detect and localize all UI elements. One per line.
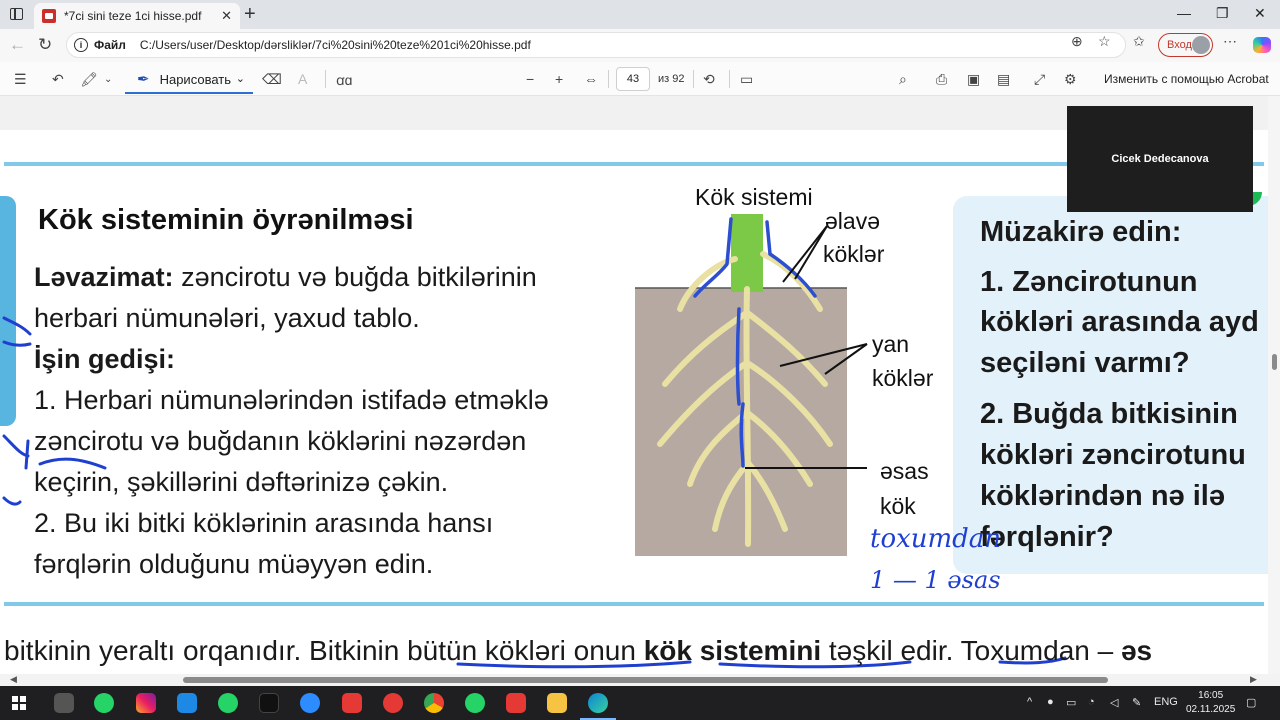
chrome-icon[interactable] xyxy=(424,693,444,713)
discussion-line: fərqlənir? xyxy=(980,521,1114,553)
sidebar-toggle-icon[interactable] xyxy=(10,8,23,20)
whatsapp-web-icon[interactable] xyxy=(218,693,238,713)
body-line-4: 1. Herbari nümunələrindən istifadə etməklə xyxy=(34,385,549,415)
login-label: Вход xyxy=(1167,39,1192,51)
navigation-bar xyxy=(0,29,1280,62)
security-icon[interactable] xyxy=(54,693,74,713)
address-bar[interactable] xyxy=(66,32,1126,58)
label-main-root-2: kök xyxy=(880,493,916,519)
taskbar xyxy=(0,686,1280,720)
discussion-line: seçiləni varmı? xyxy=(980,347,1190,379)
section-title: Kök sisteminin öyrənilməsi xyxy=(38,204,414,236)
toolbar-divider xyxy=(608,70,609,88)
body-line-5: zəncirotu və buğdanın köklərini nəzərdən xyxy=(34,426,527,456)
label-added-roots-1: əlavə xyxy=(825,208,880,234)
zoom-in-icon[interactable]: + xyxy=(555,71,564,87)
undo-icon[interactable]: ↶ xyxy=(52,71,64,87)
diagram-title: Kök sistemi xyxy=(695,184,813,210)
back-icon[interactable]: ← xyxy=(9,35,26,54)
tiktok-icon[interactable] xyxy=(259,693,279,713)
save-icon[interactable]: ▣ xyxy=(967,71,981,87)
draw-label: Нарисовать xyxy=(159,71,231,87)
fullscreen-icon[interactable]: ⤢ xyxy=(1034,71,1046,87)
opera-icon[interactable] xyxy=(383,693,403,713)
participant-name: Cicek Dedecanova xyxy=(1111,153,1209,165)
chevron-down-icon[interactable]: ⌄ xyxy=(235,73,245,85)
vertical-scroll-thumb[interactable] xyxy=(1272,354,1277,370)
settings-gear-icon[interactable]: ⚙ xyxy=(1064,71,1077,87)
close-tab-icon[interactable]: ✕ xyxy=(221,8,232,23)
horizontal-scrollbar[interactable] xyxy=(0,674,1280,686)
handwriting-note-1: toxumdan xyxy=(870,524,1002,554)
toolbar-divider xyxy=(325,70,326,88)
save-as-icon[interactable]: ▤ xyxy=(997,71,1011,87)
body-line-8: fərqlərin olduğunu müəyyən edin. xyxy=(34,549,434,579)
draw-button[interactable] xyxy=(125,66,253,94)
bottom-paragraph: bitkinin yeraltı orqanıdır. Bitkinin bütün kökləri onun kök sistemini təşkil edir. Toxumdan – əs xyxy=(4,635,1153,666)
tab-pdf[interactable] xyxy=(34,3,240,29)
scroll-left-icon[interactable]: ◀ xyxy=(10,674,17,684)
label-side-roots-1: yan xyxy=(872,331,910,357)
page-count: из 92 xyxy=(658,73,685,85)
login-button[interactable] xyxy=(1158,33,1213,57)
volume-icon[interactable]: ◁ xyxy=(1110,697,1119,709)
pen-icon: ✒ xyxy=(137,71,150,88)
eraser-icon[interactable]: ⌫ xyxy=(262,71,282,87)
pen-tray-icon[interactable]: ✎ xyxy=(1132,697,1142,709)
file-explorer-icon[interactable] xyxy=(547,693,567,713)
maximize-icon[interactable]: ❐ xyxy=(1216,5,1229,21)
refresh-icon[interactable]: ↻ xyxy=(38,35,53,54)
discussion-line: 2. Buğda bitkisinin xyxy=(980,398,1238,430)
instagram-icon[interactable] xyxy=(136,693,156,713)
highlight-dropdown-icon[interactable]: ⌄ xyxy=(104,74,113,85)
body-line-1: Ləvazimat: zəncirotu və buğda bitkilərinin xyxy=(34,262,537,292)
whatsapp-icon[interactable] xyxy=(94,693,114,713)
text-icon[interactable]: A xyxy=(298,71,308,87)
read-aloud-icon[interactable]: ꭤɑ xyxy=(336,72,353,88)
file-scheme-label: Файл xyxy=(94,38,126,52)
clock[interactable] xyxy=(1186,689,1235,717)
close-window-icon[interactable]: ✕ xyxy=(1254,5,1266,21)
rotate-icon[interactable]: ⟲ xyxy=(703,71,715,87)
pdf-file-icon xyxy=(42,9,56,23)
language-indicator[interactable]: ENG xyxy=(1154,696,1178,708)
discussion-heading: Müzakirə edin: xyxy=(980,216,1182,248)
tray-chevron-icon[interactable]: ^ xyxy=(1027,696,1033,708)
body-line-7: 2. Bu iki bitki köklərinin arasında hansı xyxy=(34,508,494,538)
toolbar-divider xyxy=(729,70,730,88)
windows-start-icon[interactable] xyxy=(12,696,26,710)
edge-icon[interactable] xyxy=(588,693,608,713)
discussion-line: kökləri zəncirotunu xyxy=(980,439,1246,471)
discussion-line: 1. Zəncirotunun xyxy=(980,266,1198,298)
youtube-app-icon[interactable] xyxy=(506,693,526,713)
discussion-line: kökləri arasında ayd xyxy=(980,306,1259,338)
clock-time: 16:05 xyxy=(1198,690,1224,701)
clock-date: 02.11.2025 xyxy=(1186,704,1236,715)
label-side-roots-2: köklər xyxy=(872,365,934,391)
body-line-2: herbari nümunələri, yaxud tablo. xyxy=(34,303,420,333)
discussion-line: köklərindən nə ilə xyxy=(980,480,1225,512)
participant-video-tile[interactable] xyxy=(1067,106,1253,212)
search-icon[interactable]: ⌕ xyxy=(899,71,907,87)
youtube-icon[interactable] xyxy=(342,693,362,713)
highlight-icon[interactable]: 🖍︎ xyxy=(80,71,98,87)
favorite-star-icon[interactable]: ☆ xyxy=(1098,33,1111,49)
vertical-scrollbar[interactable] xyxy=(1268,96,1280,674)
new-tab-icon[interactable]: + xyxy=(244,3,256,25)
tab-title: *7ci sini teze 1ci hisse.pdf xyxy=(64,9,202,23)
notifications-icon[interactable]: ▢ xyxy=(1246,697,1257,709)
network-icon[interactable]: ◔ xyxy=(1088,696,1095,708)
whatsapp-desktop-icon[interactable] xyxy=(465,693,485,713)
minimize-icon[interactable]: — xyxy=(1177,5,1191,21)
label-added-roots-2: köklər xyxy=(823,241,885,267)
more-menu-icon[interactable]: ⋯ xyxy=(1223,33,1237,49)
avatar xyxy=(1192,36,1210,54)
copilot-icon[interactable] xyxy=(1253,37,1271,53)
zoom-icon[interactable]: ⊕ xyxy=(1071,33,1083,49)
scroll-right-icon[interactable]: ▶ xyxy=(1250,674,1257,684)
pdf-toolbar xyxy=(0,62,1280,96)
print-icon[interactable]: ⎙ xyxy=(936,71,948,87)
microphone-icon[interactable]: ● xyxy=(1047,696,1054,708)
zoom-icon-taskbar[interactable] xyxy=(300,693,320,713)
edit-with-acrobat-button[interactable]: Изменить с помощью Acrobat xyxy=(1104,72,1269,86)
info-icon[interactable]: i xyxy=(74,38,88,52)
body-line-6: keçirin, şəkillərini dəftərinizə çəkin. xyxy=(34,467,449,497)
horizontal-scroll-thumb[interactable] xyxy=(183,677,1108,683)
label-main-root-1: əsas xyxy=(880,458,929,484)
app-icon[interactable] xyxy=(177,693,197,713)
url-text[interactable]: C:/Users/user/Desktop/dərsliklər/7ci%20sini%20teze%201ci%20hisse.pdf xyxy=(139,38,531,52)
tab-strip xyxy=(0,0,1280,29)
contents-icon[interactable]: ☰ xyxy=(14,71,27,87)
favorites-icon[interactable]: ✩ xyxy=(1133,33,1145,49)
toolbar-divider xyxy=(693,70,694,88)
page-view-icon[interactable]: ▭ xyxy=(740,71,754,87)
page-number-input[interactable]: 43 xyxy=(616,67,650,91)
handwriting-note-2: 1 — 1 əsas xyxy=(870,566,1001,594)
fit-width-icon[interactable]: ⇔ xyxy=(584,71,598,87)
body-line-3: İşin gedişi: xyxy=(34,344,176,374)
battery-icon[interactable]: ▭ xyxy=(1066,697,1077,709)
zoom-out-icon[interactable]: − xyxy=(526,71,535,87)
